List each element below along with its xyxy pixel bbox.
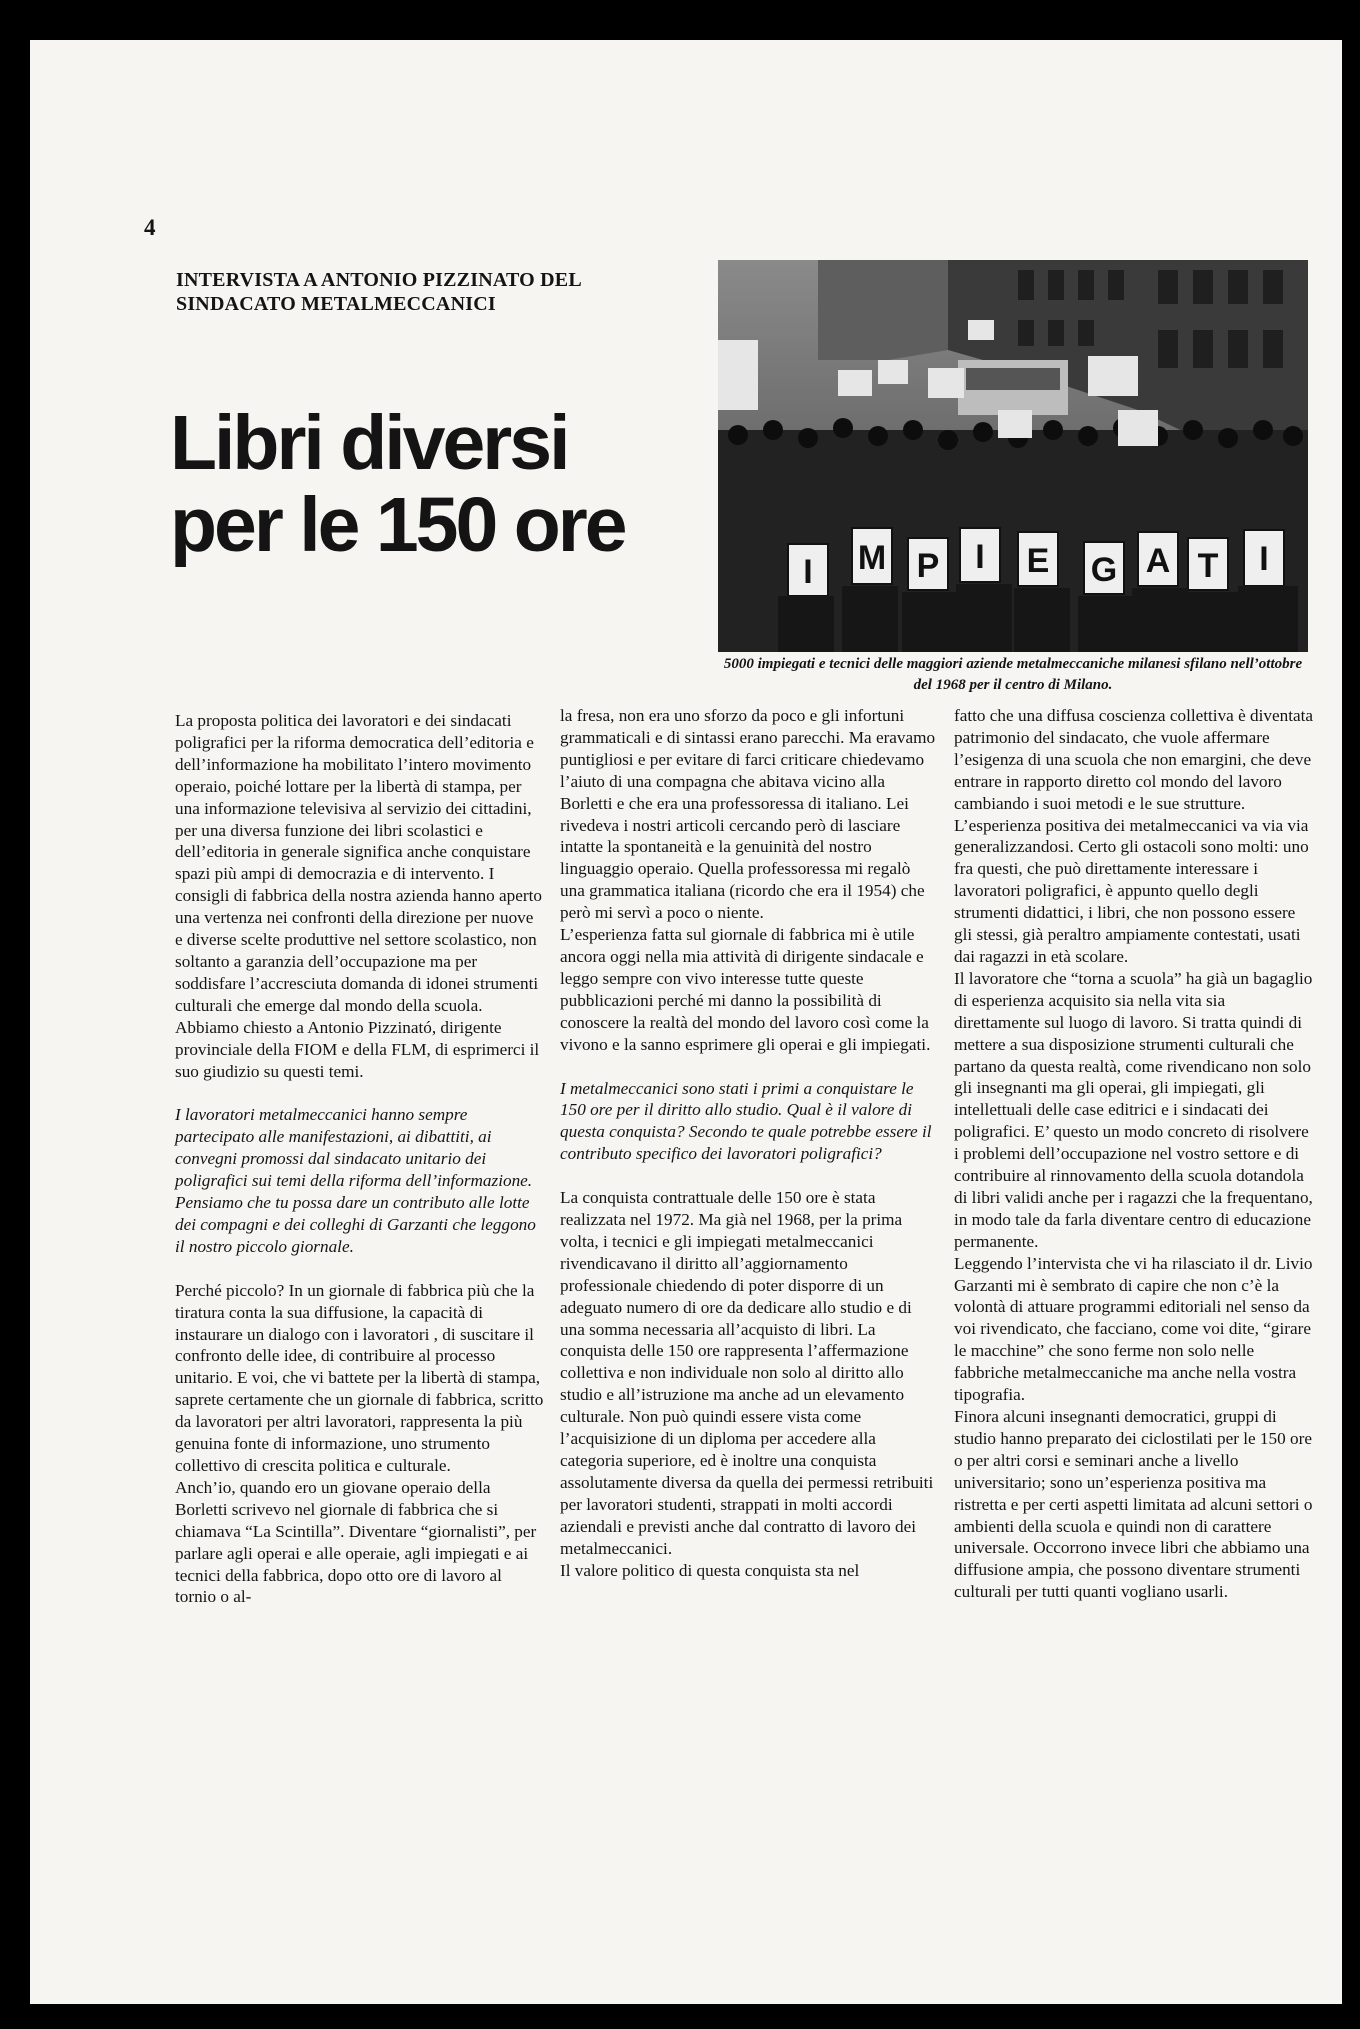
photo-caption: 5000 impiegati e tecnici delle maggiori aziende metalmeccaniche milanesi sfilano nell’ottobre del 1968 per il centro di Milano. xyxy=(723,656,1303,693)
answer-paragraph: La conquista contrattuale delle 150 ore è stata realizzata nel 1972. Ma già nel 1968, per la prima volta, i tecnici e gli impiegati metalmeccanici rivendicavano il diritto all’aggiornamento professionale chiedendo di poter disporre di un adeguato numero di ore da dedicare allo studio e di una somma necessaria all’acquisto di libri. La conquista delle 150 ore rappresenta l’affermazione collettiva e non individuale non solo al diritto allo studio e all’istruzione ma anche ad un elevamento culturale. Non può quindi essere vista come l’acquisizione di un diploma per accedere alla categoria superiore, ed è inoltre una conquista assolutamente diversa da quella dei permessi retribuiti per lavoratori studenti, strappati in molti accordi aziendali e previsti anche dal contratto di lavoro dei metalmeccanici. xyxy=(560,1188,934,1558)
answer-paragraph: la fresa, non era uno sforzo da poco e gli infortuni grammaticali e di sintassi erano parecchi. Ma eravamo puntigliosi e per evitare di farci criticare chiedevamo l’aiuto di una compagna che abitava vicino alla Borletti e che era una professoressa di italiano. Lei rivedeva i nostri articoli cercando però di lasciare intatte la spontaneità e la genuinità del nostro linguaggio operaio. Quella professoressa mi regalò una grammatica italiana (ricordo che era il 1954) che però mi servì a poco o niente. xyxy=(560,706,936,923)
answer-paragraph: Il lavoratore che “torna a scuola” ha già un bagaglio di esperienza acquisito sia nella vita sia direttamente sul luogo di lavoro. Si tratta quindi di mettere a sua disposizione strumenti culturali che partano da questa realtà, come rivendicano non solo gli insegnanti ma gli operai, gli impiegati, gli intellettuali delle case editrici e i sindacati dei poligrafici. E’ questo un modo concreto di risolvere i problemi dell’occupazione nel vostro settore e di contribuire al rinnovamento della scuola dotandola di libri validi anche per i ragazzi che la frequentano, in modo tale da farla diventare centro di educazione permanente. xyxy=(954,968,1313,1251)
sign-letter: A xyxy=(1145,542,1171,580)
text-column-2 xyxy=(560,705,938,1581)
answer-paragraph: L’esperienza positiva dei metalmeccanici va via via generalizzandosi. Certo gli ostacoli sono molti: uno fra questi, che può direttamente interessare i lavoratori poligrafici, è appunto quello degli strumenti didattici, i libri, che non possono essere gli stessi, già peraltro ampiamente contestati, usati dai ragazzi in età scolare. xyxy=(954,815,1309,966)
sign-letter: E xyxy=(1026,542,1050,580)
sign-letter: I xyxy=(975,538,985,576)
article-kicker: INTERVISTA A ANTONIO PIZZINATO DEL SINDACATO METALMECCANICI xyxy=(176,269,581,315)
answer-paragraph: Leggendo l’intervista che vi ha rilasciato il dr. Livio Garzanti mi è sembrato di capire che non c’è la volontà di attuare programmi editoriali nel senso da voi rivendicato, che facciano, come voi dite, “girare le macchine” che sono ferme non solo nelle fabbriche metalmeccaniche ma anche nella vostra tipografia. xyxy=(954,1253,1313,1405)
text-column-3 xyxy=(954,705,1314,1603)
answer-paragraph: fatto che una diffusa coscienza collettiva è diventata patrimonio del sindacato, che vuole affermare l’esigenza di una scuola che non emargini, che deve entrare in rapporto diretto col mondo del lavoro cambiando i suoi metodi e le sue strutture. xyxy=(954,706,1314,813)
sign-letter: G xyxy=(1090,551,1118,589)
intro-paragraph: Abbiamo chiesto a Antonio Pizzinató, dirigente provinciale della FIOM e della FLM, di esprimerci il suo giudizio su questi temi. xyxy=(175,1017,540,1081)
sign-letter: T xyxy=(1197,547,1219,585)
sign-letter: P xyxy=(916,547,940,585)
protest-photo xyxy=(718,260,1308,652)
article-headline: Libri diversi per le 150 ore xyxy=(170,400,625,568)
page-number: 4 xyxy=(144,215,156,240)
answer-paragraph: Anch’io, quando ero un giovane operaio della Borletti scrivevo nel giornale di fabbrica che si chiamava “La Scintilla”. Diventare “giornalisti”, per parlare agli operai e alle operaie, agli impiegati e ai tecnici della fabbrica, dopo otto ore di lavoro al tornio o al- xyxy=(175,1477,537,1607)
sign-letter: I xyxy=(1259,540,1269,578)
answer-paragraph: Finora alcuni insegnanti democratici, gruppi di studio hanno preparato dei ciclostilati per le 150 ore o per altri corsi e seminari anche a livello universitario; sono un’esperienza positiva ma ristretta e per certi aspetti limitata ad alcuni settori o ambienti della scuola e quindi non di carattere universale. Occorrono invece libri che abbiamo una diffusione ampia, che possono diventare strumenti culturali per tutti quanti vogliano usarli. xyxy=(954,1407,1313,1602)
sign-letter: M xyxy=(857,539,887,577)
answer-paragraph: Il valore politico di questa conquista sta nel xyxy=(560,1560,860,1580)
sign-letter: I xyxy=(803,553,813,591)
text-column-1 xyxy=(175,710,545,1608)
protest-photo-illustration xyxy=(718,260,1308,652)
answer-paragraph: Perché piccolo? In un giornale di fabbrica più che la tiratura conta la sua diffusione, la capacità di instaurare un dialogo con i lavoratori , di suscitare il confronto delle idee, di contribuire al processo unitario. E voi, che vi battete per la libertà di stampa, saprete certamente che un giornale di fabbrica, scritto da lavoratori per altri lavoratori, rappresenta la più genuina fonte di informazione, uno strumento collettivo di crescita politica e culturale. xyxy=(175,1280,544,1475)
intro-paragraph: La proposta politica dei lavoratori e dei sindacati poligrafici per la riforma democratica dell’editoria e dell’informazione ha mobilitato l’intero movimento operaio, poiché lottare per la libertà di stampa, per una informazione televisiva al servizio dei cittadini, per una diversa funzione dei libri scolastici e dell’editoria in generale significa anche conquistare spazi più ampi di democrazia e di intervento. I consigli di fabbrica della nostra azienda hanno aperto una vertenza nei confronti della direzione per nuove e diverse scelte produttive nel settore scolastico, non soltanto a garanzia dell’occupazione ma per soddisfare l’accresciuta domanda di idonei strumenti culturali che emerge dal mondo della scuola. xyxy=(175,711,542,1015)
interview-question: I metalmeccanici sono stati i primi a conquistare le 150 ore per il diritto allo studio. Qual è il valore di questa conquista? Secondo te quale potrebbe essere il contributo specifico dei lavoratori poligrafici? xyxy=(560,1078,932,1164)
newspaper-page xyxy=(30,40,1342,2004)
answer-paragraph: L’esperienza fatta sul giornale di fabbrica mi è utile ancora oggi nella mia attività di dirigente sindacale e leggo sempre con vivo interesse tutte queste pubblicazioni perché mi danno la possibilità di conoscere la realtà del mondo del lavoro così come la vivono e la sanno esprimere gli operai e gli impiegati. xyxy=(560,925,931,1054)
interview-question: I lavoratori metalmeccanici hanno sempre partecipato alle manifestazioni, ai dibattiti, ai convegni promossi dal sindacato unitario dei poligrafici sui temi della riforma dell’informazione. Pensiamo che tu possa dare un contributo alle lotte dei compagni e dei colleghi di Garzanti che leggono il nostro piccolo giornale. xyxy=(175,1105,536,1256)
